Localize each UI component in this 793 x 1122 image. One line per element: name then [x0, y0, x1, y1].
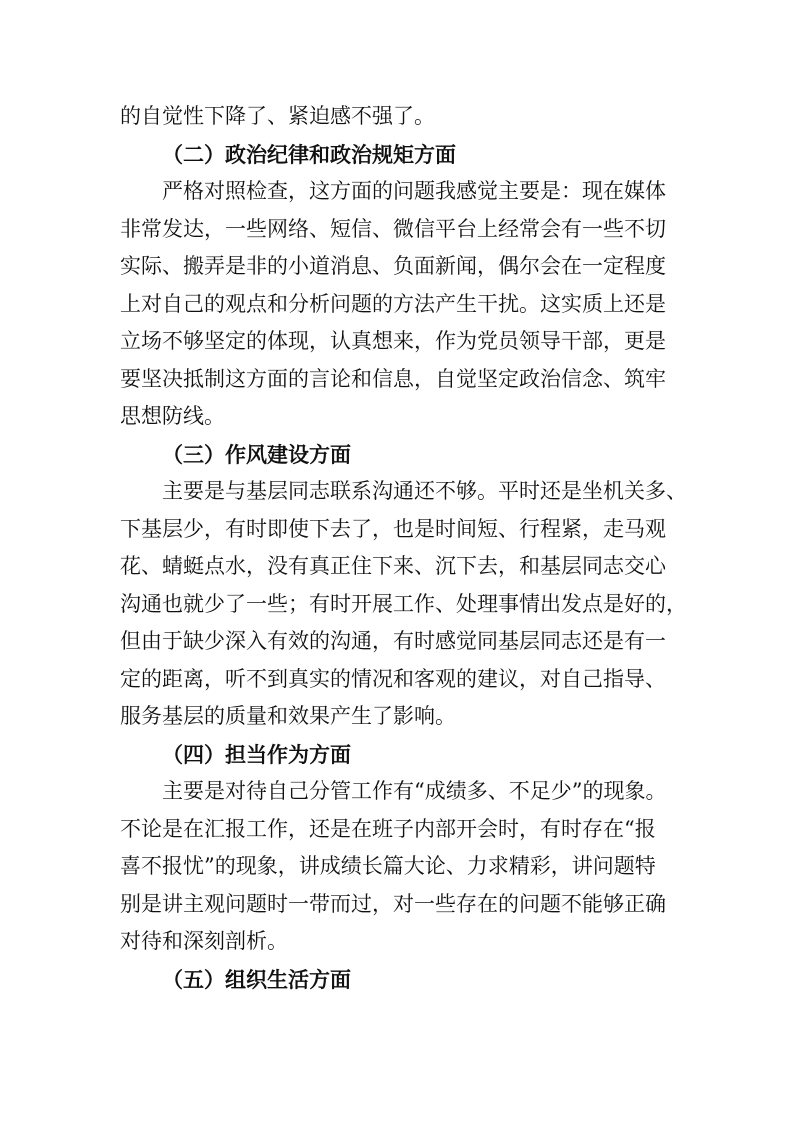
section-heading: （五）组织生活方面	[162, 966, 351, 992]
paragraph-line: 主要是对待自己分管工作有“成绩多、不足少”的现象。	[162, 779, 667, 803]
paragraph-line: 的自觉性下降了、紧迫感不强了。	[120, 104, 435, 128]
paragraph-line: 实际、搬弄是非的小道消息、负面新闻，偶尔会在一定程度	[120, 254, 666, 278]
section-heading: （四）担当作为方面	[162, 741, 351, 767]
paragraph-line: 对待和深刻剖析。	[120, 929, 288, 953]
paragraph-line: 定的距离，听不到真实的情况和客观的建议，对自己指导、	[120, 666, 666, 691]
paragraph-line: 上对自己的观点和分析问题的方法产生干扰。这实质上还是	[120, 291, 666, 316]
paragraph-line: 但由于缺少深入有效的沟通，有时感觉同基层同志还是有一	[120, 629, 666, 653]
paragraph-line: 喜不报忧”的现象，讲成绩长篇大论、力求精彩，讲问题特	[120, 854, 656, 878]
paragraph-line: 沟通也就少了一些；有时开展工作、处理事情出发点是好的，	[120, 591, 687, 616]
paragraph-line: 主要是与基层同志联系沟通还不够。平时还是坐机关多、	[162, 479, 687, 503]
paragraph-line: 立场不够坚定的体现，认真想来，作为党员领导干部，更是	[120, 329, 666, 353]
paragraph-line: 思想防线。	[120, 404, 225, 428]
section-heading: （二）政治纪律和政治规矩方面	[162, 141, 456, 167]
section-heading: （三）作风建设方面	[162, 441, 351, 467]
paragraph-line: 下基层少，有时即使下去了，也是时间短、行程紧，走马观	[120, 516, 666, 541]
paragraph-line: 花、蜻蜓点水，没有真正住下来、沉下去，和基层同志交心	[120, 554, 666, 578]
document-body	[120, 98, 700, 998]
paragraph-line: 服务基层的质量和效果产生了影响。	[120, 704, 456, 728]
paragraph-line: 非常发达，一些网络、短信、微信平台上经常会有一些不切	[120, 216, 666, 241]
paragraph-line: 不论是在汇报工作，还是在班子内部开会时，有时存在“报	[120, 816, 656, 841]
paragraph-line: 严格对照检查，这方面的问题我感觉主要是：现在媒体	[162, 179, 666, 203]
paragraph-line: 别是讲主观问题时一带而过，对一些存在的问题不能够正确	[120, 891, 666, 916]
paragraph-line: 要坚决抵制这方面的言论和信息，自觉坚定政治信念、筑牢	[120, 366, 666, 391]
